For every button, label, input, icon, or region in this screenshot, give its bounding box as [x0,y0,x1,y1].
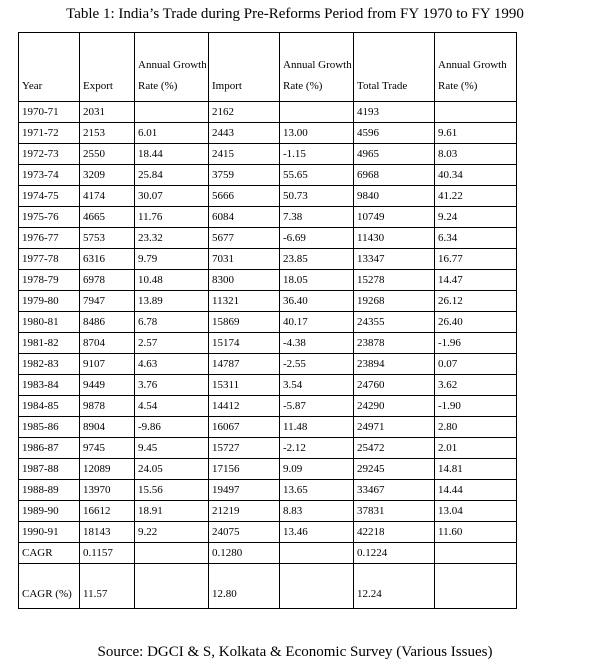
table-cell: 19268 [354,291,435,312]
table-cell: 6.34 [435,228,517,249]
table-cell: 16.77 [435,249,517,270]
table-cell: 10.48 [135,270,209,291]
table-cell: 12089 [80,459,135,480]
table-cell: 24971 [354,417,435,438]
table-cell: 21219 [209,501,280,522]
table-cell: 26.40 [435,312,517,333]
table-cell: 1976-77 [19,228,80,249]
table-cell: 1975-76 [19,207,80,228]
table-cell: 6316 [80,249,135,270]
table-cell: 1986-87 [19,438,80,459]
table-cell: 4665 [80,207,135,228]
table-cell: 12.24 [354,564,435,609]
table-cell: 29245 [354,459,435,480]
table-cell: 3759 [209,165,280,186]
table-cell [135,564,209,609]
table-cell: 1985-86 [19,417,80,438]
table-cell: 1970-71 [19,102,80,123]
table-row [19,207,517,228]
table-cell: -4.38 [280,333,354,354]
table-cell: 6968 [354,165,435,186]
table-cell: 9.09 [280,459,354,480]
table-cell: 9840 [354,186,435,207]
source-note: Source: DGCI & S, Kolkata & Economic Survey (Various Issues) [97,644,493,660]
table-cell: 9.79 [135,249,209,270]
table-cell: 40.34 [435,165,517,186]
table-cell: 12.80 [209,564,280,609]
table-cell: 30.07 [135,186,209,207]
table-row [19,501,517,522]
table-cell: 11430 [354,228,435,249]
table-cell: 3209 [80,165,135,186]
table-cell: 24355 [354,312,435,333]
table-cell: 9878 [80,396,135,417]
table-cell: 1979-80 [19,291,80,312]
table-row [19,165,517,186]
header-cell: Year [19,33,80,102]
table-cell: 7.38 [280,207,354,228]
table-cell: 2.01 [435,438,517,459]
table-row [19,123,517,144]
table-cell: 2031 [80,102,135,123]
table-cell: 1982-83 [19,354,80,375]
table-cell: 2415 [209,144,280,165]
table-cell: 14787 [209,354,280,375]
table-cell: 0.1224 [354,543,435,564]
table-cell: 25.84 [135,165,209,186]
table-cell [280,564,354,609]
table-row [19,417,517,438]
table-cell: 3.62 [435,375,517,396]
table-row [19,543,517,564]
header-row [19,33,517,102]
table-row [19,186,517,207]
table-cell: 1974-75 [19,186,80,207]
table-cell: 2.57 [135,333,209,354]
table-cell: 7947 [80,291,135,312]
table-cell: 8.83 [280,501,354,522]
table-cell: 18.44 [135,144,209,165]
table-cell: 9.61 [435,123,517,144]
table-title: Table 1: India’s Trade during Pre-Reforms Period from FY 1970 to FY 1990 [66,6,524,22]
table-cell: 6.01 [135,123,209,144]
table-cell: 9745 [80,438,135,459]
header-cell: Annual Growth Rate (%) [280,33,354,102]
table-cell: 23878 [354,333,435,354]
table-cell: 6084 [209,207,280,228]
table-cell: 13.46 [280,522,354,543]
table-cell: 14412 [209,396,280,417]
table-cell: 1988-89 [19,480,80,501]
table-cell: 8300 [209,270,280,291]
table-cell: 36.40 [280,291,354,312]
table-cell: 4.54 [135,396,209,417]
table-cell: 14.47 [435,270,517,291]
table-cell: 2153 [80,123,135,144]
header-cell: Total Trade [354,33,435,102]
table-cell: CAGR [19,543,80,564]
table-row [19,312,517,333]
table-cell: 5666 [209,186,280,207]
table-cell: 11.60 [435,522,517,543]
table-cell: 0.07 [435,354,517,375]
table-cell [435,543,517,564]
table-cell: 9.22 [135,522,209,543]
table-cell: 4193 [354,102,435,123]
table-cell: 13.00 [280,123,354,144]
table-cell: -9.86 [135,417,209,438]
table-cell: 50.73 [280,186,354,207]
table-cell: -1.96 [435,333,517,354]
table-cell: 15.56 [135,480,209,501]
table-cell: -5.87 [280,396,354,417]
table-cell: 9.24 [435,207,517,228]
table-cell: 9107 [80,354,135,375]
table-cell: 3.54 [280,375,354,396]
table-body [19,102,517,609]
table-cell: -1.15 [280,144,354,165]
header-cell: Export [80,33,135,102]
table-cell: 24290 [354,396,435,417]
table-cell: 15278 [354,270,435,291]
table-cell: 24760 [354,375,435,396]
table-cell: 13347 [354,249,435,270]
table-cell: 8.03 [435,144,517,165]
table-row [19,459,517,480]
table-cell: 1990-91 [19,522,80,543]
table-cell: 25472 [354,438,435,459]
table-cell: -6.69 [280,228,354,249]
table-cell: 15174 [209,333,280,354]
table-cell: 8486 [80,312,135,333]
table-cell: 1971-72 [19,123,80,144]
table-row [19,291,517,312]
table-cell: 24.05 [135,459,209,480]
table-row [19,144,517,165]
trade-table [18,32,517,609]
table-cell [435,102,517,123]
table-row [19,249,517,270]
table-cell: 5753 [80,228,135,249]
header-cell: Annual Growth Rate (%) [435,33,517,102]
table-cell: 7031 [209,249,280,270]
table-cell: 6.78 [135,312,209,333]
table-row [19,480,517,501]
table-row [19,102,517,123]
table-cell: 1981-82 [19,333,80,354]
table-cell: 11321 [209,291,280,312]
table-cell: 1977-78 [19,249,80,270]
table-row [19,438,517,459]
table-row [19,228,517,249]
table-cell: 15869 [209,312,280,333]
table-cell: 37831 [354,501,435,522]
table-cell: 55.65 [280,165,354,186]
table-cell: 1972-73 [19,144,80,165]
table-cell: 18.91 [135,501,209,522]
table-row [19,354,517,375]
table-cell: 42218 [354,522,435,543]
table-row [19,522,517,543]
table-cell: 15727 [209,438,280,459]
table-cell: 13.65 [280,480,354,501]
table-row-cagr-percent [19,564,517,609]
table-cell: 15311 [209,375,280,396]
table-cell: 18.05 [280,270,354,291]
table-cell: 33467 [354,480,435,501]
table-row [19,396,517,417]
table-cell: -1.90 [435,396,517,417]
header-cell: Import [209,33,280,102]
table-row [19,375,517,396]
table-cell: 4.63 [135,354,209,375]
table-cell: 13.89 [135,291,209,312]
table-cell: 16067 [209,417,280,438]
table-cell: -2.12 [280,438,354,459]
table-cell: 24075 [209,522,280,543]
header-cell: Annual Growth Rate (%) [135,33,209,102]
table-cell: 14.44 [435,480,517,501]
table-cell: 1978-79 [19,270,80,291]
table-cell [435,564,517,609]
table-cell: 23894 [354,354,435,375]
table-cell: 41.22 [435,186,517,207]
table-cell: 1989-90 [19,501,80,522]
table-cell: 17156 [209,459,280,480]
table-cell: 8904 [80,417,135,438]
table-row [19,333,517,354]
table-cell [135,543,209,564]
table-cell: 4174 [80,186,135,207]
table-cell: 23.85 [280,249,354,270]
table-cell: CAGR (%) [19,564,80,609]
table-cell: 23.32 [135,228,209,249]
table-cell: 0.1280 [209,543,280,564]
table-cell: 19497 [209,480,280,501]
table-cell: 2162 [209,102,280,123]
table-cell: 3.76 [135,375,209,396]
table-cell: 5677 [209,228,280,249]
table-cell: 13970 [80,480,135,501]
table-cell: 1984-85 [19,396,80,417]
table-cell [280,543,354,564]
table-cell: 2443 [209,123,280,144]
table-cell: 14.81 [435,459,517,480]
table-cell: 11.48 [280,417,354,438]
table-cell: 26.12 [435,291,517,312]
table-row [19,270,517,291]
table-cell: 1987-88 [19,459,80,480]
table-cell: 0.1157 [80,543,135,564]
table-cell: 9449 [80,375,135,396]
table-cell: 4596 [354,123,435,144]
table-cell [280,102,354,123]
table-cell: 1973-74 [19,165,80,186]
table-cell: 40.17 [280,312,354,333]
table-cell: 9.45 [135,438,209,459]
table-cell: 4965 [354,144,435,165]
table-cell: 16612 [80,501,135,522]
table-cell: 1983-84 [19,375,80,396]
table-cell: 6978 [80,270,135,291]
table-cell: 10749 [354,207,435,228]
table-cell: 11.57 [80,564,135,609]
table-cell: -2.55 [280,354,354,375]
table-cell: 8704 [80,333,135,354]
table-cell: 13.04 [435,501,517,522]
table-cell: 1980-81 [19,312,80,333]
table-cell: 18143 [80,522,135,543]
table-cell [135,102,209,123]
table-cell: 2550 [80,144,135,165]
table-cell: 11.76 [135,207,209,228]
table-cell: 2.80 [435,417,517,438]
